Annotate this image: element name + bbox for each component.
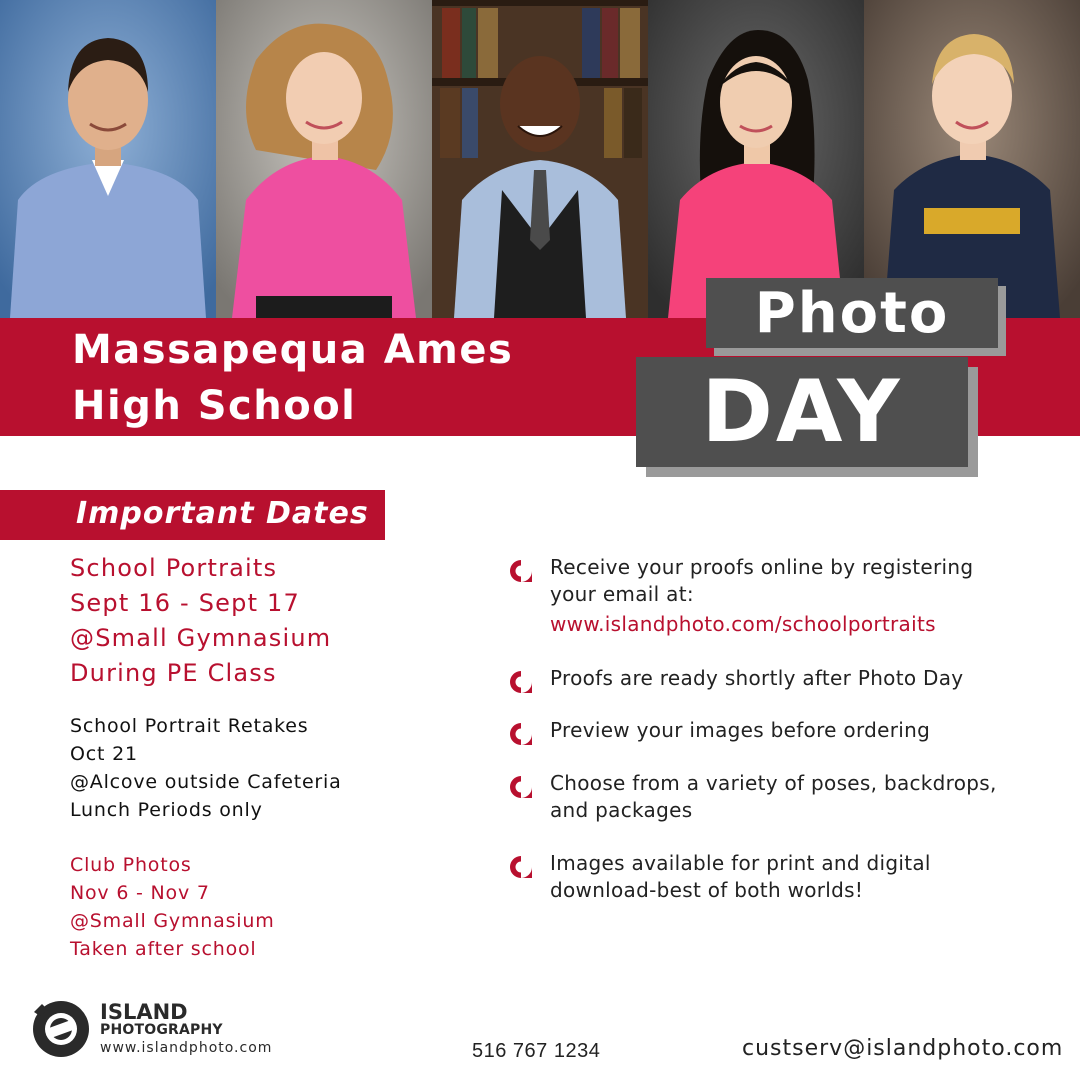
day-word-box: DAY (636, 357, 968, 467)
logo-title: ISLAND (100, 1000, 188, 1024)
portrait-photo-girl-pink (216, 0, 432, 318)
club-photos-section (70, 851, 450, 963)
speech-bubble-icon (508, 669, 534, 695)
school-name-line-2: High School (72, 383, 357, 429)
club-photos-location: @Small Gymnasium (70, 910, 275, 932)
speech-bubble-icon (508, 721, 534, 747)
portrait-photo-girl-gray (648, 0, 864, 318)
important-dates-title: Important Dates (76, 496, 369, 531)
school-portraits-time: During PE Class (70, 659, 277, 687)
retakes-title: School Portrait Retakes (70, 715, 309, 737)
photo-word-box: Photo (706, 278, 998, 348)
retakes-time: Lunch Periods only (70, 799, 263, 821)
bullet-text-line-2: your email at: (550, 582, 694, 606)
bullet-text-line-1: Images available for print and digital (550, 851, 931, 875)
logo-subtitle: PHOTOGRAPHY (100, 1022, 223, 1038)
club-photos-time: Taken after school (70, 938, 257, 960)
school-portraits-dates: Sept 16 - Sept 17 (70, 589, 300, 617)
portrait-photo-boy-blue (0, 0, 216, 318)
bullet-text-line-2: download-best of both worlds! (550, 878, 864, 902)
bullet-text-line-1: Receive your proofs online by registering (550, 555, 974, 579)
retakes-location: @Alcove outside Cafeteria (70, 771, 342, 793)
island-photography-logo (32, 998, 332, 1062)
portrait-photo-boy-bookshelf (432, 0, 648, 318)
school-portraits-location: @Small Gymnasium (70, 624, 332, 652)
school-portraits-title: School Portraits (70, 554, 278, 582)
bullet-text-line-1: Proofs are ready shortly after Photo Day (550, 666, 964, 690)
bullet-text-line-2: and packages (550, 798, 693, 822)
club-photos-title: Club Photos (70, 854, 192, 876)
camera-lens-icon (32, 998, 90, 1058)
retakes-date: Oct 21 (70, 743, 138, 765)
phone-number[interactable]: 516 767 1234 (472, 1040, 601, 1062)
club-photos-dates: Nov 6 - Nov 7 (70, 882, 210, 904)
speech-bubble-icon (508, 774, 534, 800)
school-name-line-1: Massapequa Ames (72, 327, 514, 373)
school-name (72, 322, 612, 434)
bullet-text-line-1: Choose from a variety of poses, backdrops, (550, 771, 997, 795)
portrait-photo-boy-navy (864, 0, 1080, 318)
website-link[interactable]: www.islandphoto.com (100, 1040, 273, 1056)
speech-bubble-icon (508, 558, 534, 584)
retakes-section (70, 712, 450, 824)
school-portraits-section (70, 551, 450, 691)
speech-bubble-icon (508, 854, 534, 880)
portrait-strip (0, 0, 1080, 318)
bullet-text-line-1: Preview your images before ordering (550, 718, 931, 742)
important-dates-banner (0, 490, 385, 540)
email-link[interactable]: custserv@islandphoto.com (742, 1036, 1064, 1061)
school-portraits-link[interactable]: www.islandphoto.com/schoolportraits (550, 612, 936, 636)
